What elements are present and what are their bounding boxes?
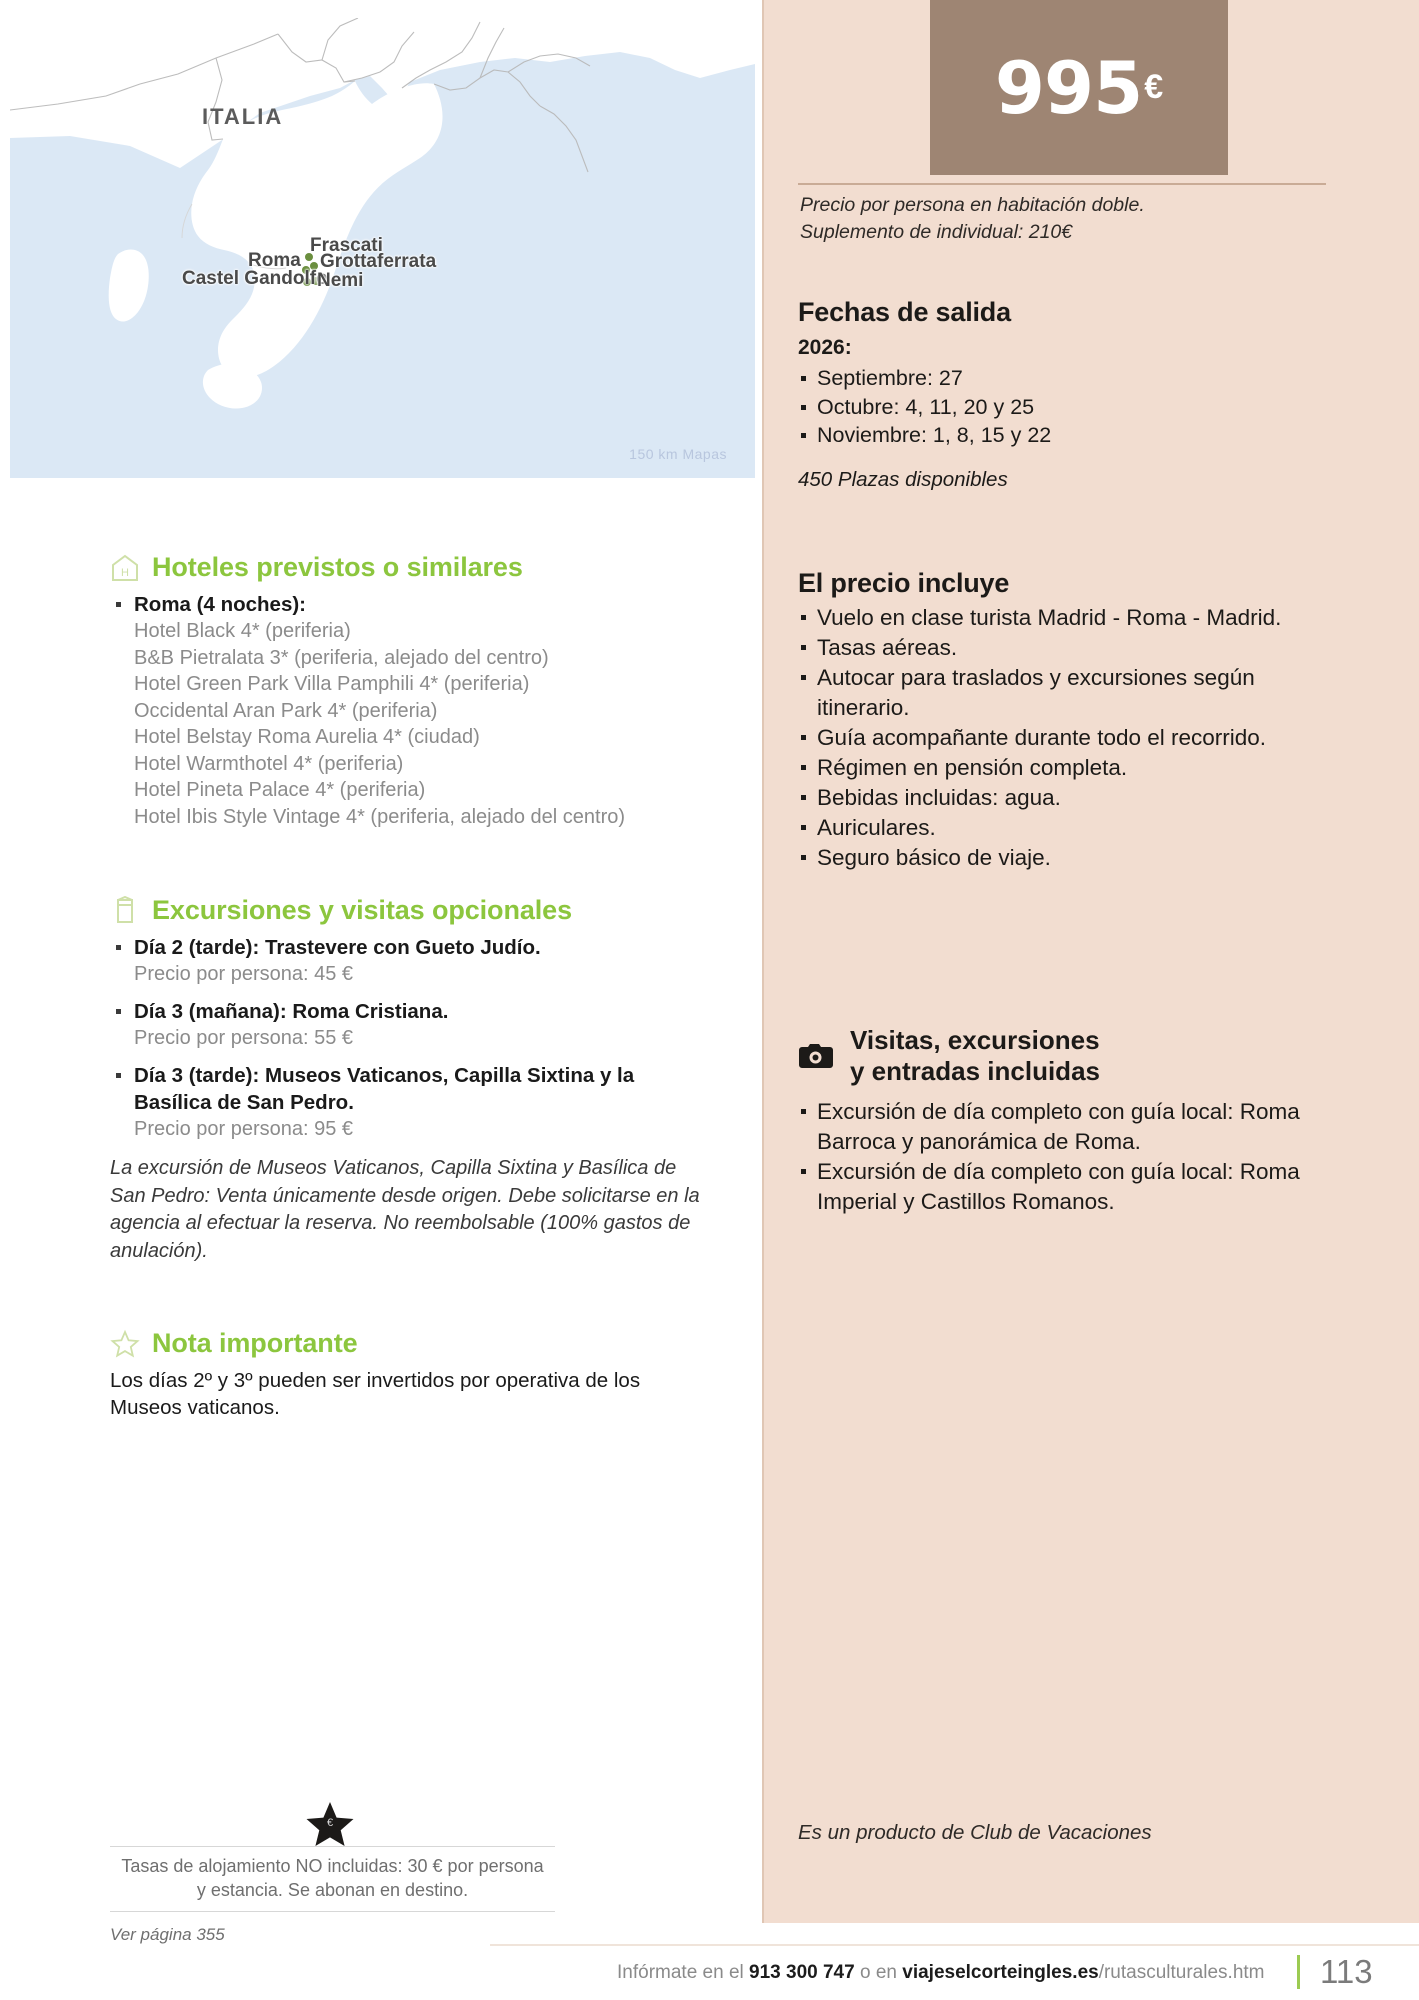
excursion-item (110, 1062, 710, 1142)
product-provider-line: Es un producto de Club de Vacaciones (798, 1821, 1152, 1844)
hotel-item: B&B Pietralata 3* (periferia, alejado del centro) (134, 646, 549, 669)
price-note (800, 192, 1340, 246)
important-note-text: Los días 2º y 3º pueden ser invertidos por operativa de los Museos vaticanos. (110, 1369, 641, 1419)
included-visits-header (798, 1025, 1358, 1087)
excursion-note: La excursión de Museos Vaticanos, Capilla Sixtina y Basílica de San Pedro: Venta únicamente desde origen. Debe solicitarse en la agencia al efectuar la reserva. No reembolsable (100% gastos de anulación). (110, 1157, 700, 1262)
hotel-icon (110, 553, 140, 583)
list-item: Octubre: 4, 11, 20 y 25 (798, 393, 1338, 422)
column-divider (762, 0, 764, 1923)
contact-phone[interactable]: 913 300 747 (749, 1962, 855, 1983)
page-number: 113 (1320, 1953, 1373, 1990)
list-item: Seguro básico de viaje. (798, 843, 1338, 873)
hotels-city-block (110, 591, 710, 830)
hotel-item: Occidental Aran Park 4* (periferia) (134, 699, 438, 722)
map-city-nemi: Nemi (317, 270, 364, 291)
included-visits-title-line1: Visitas, excursiones (850, 1025, 1100, 1055)
excursion-title: Día 3 (tarde): Museos Vaticanos, Capilla Sixtina y la Basílica de San Pedro. (134, 1064, 635, 1114)
contact-line (617, 1962, 1265, 1984)
map-country-label: ITALIA (202, 104, 284, 129)
excursion-price: Precio por persona: 55 € (134, 1027, 354, 1049)
excursion-title: Día 2 (tarde): Trastevere con Gueto Judío. (134, 936, 541, 959)
contact-prefix: Infórmate en el (617, 1962, 750, 1983)
price-note-line1: Precio por persona en habitación doble. (800, 194, 1145, 216)
right-panel (762, 0, 1419, 1923)
excursion-price: Precio por persona: 45 € (134, 963, 354, 985)
list-item: Noviembre: 1, 8, 15 y 22 (798, 421, 1338, 450)
hotel-item: Hotel Pineta Palace 4* (periferia) (134, 779, 426, 801)
contact-path[interactable]: /rutasculturales.htm (1098, 1962, 1265, 1983)
lodging-tax-note (110, 1846, 555, 1912)
optional-excursions-section (110, 895, 710, 1265)
important-note-title: Nota importante (152, 1328, 358, 1358)
excursion-title: Día 3 (mañana): Roma Cristiana. (134, 1000, 449, 1023)
includes-title: El precio incluye (798, 568, 1010, 598)
list-item: Septiembre: 27 (798, 364, 1338, 393)
map-scale-label: 150 km Mapas (629, 446, 727, 462)
star-icon (300, 1800, 360, 1846)
list-item: Guía acompañante durante todo el recorrido. (798, 723, 1338, 753)
includes-section (798, 568, 1338, 873)
contact-site[interactable]: viajeselcorteingles.es (902, 1962, 1099, 1983)
hotel-item: Hotel Ibis Style Vintage 4* (periferia, alejado del centro) (134, 805, 626, 828)
departures-section (798, 297, 1338, 492)
map-city-frascati: Frascati (310, 235, 383, 256)
excursion-item (110, 998, 710, 1051)
hotels-section (110, 552, 710, 830)
departures-year: 2026: (798, 336, 852, 359)
list-item: Régimen en pensión completa. (798, 753, 1338, 783)
departures-list (798, 364, 1338, 450)
hotels-city-label: Roma (4 noches): (134, 593, 306, 616)
hotel-item: Hotel Green Park Villa Pamphili 4* (periferia) (134, 673, 530, 695)
price-badge (930, 0, 1228, 175)
page-number-separator (1297, 1955, 1300, 1989)
important-note-section (110, 1328, 670, 1421)
price-amount: 995 (994, 45, 1143, 130)
hotels-title: Hoteles previstos o similares (152, 552, 523, 582)
included-visits-title (850, 1025, 1100, 1087)
list-item: Tasas aéreas. (798, 633, 1338, 663)
list-item: Bebidas incluidas: agua. (798, 783, 1338, 813)
hotel-item: Hotel Black 4* (periferia) (134, 620, 351, 642)
included-visits-section (798, 1025, 1358, 1217)
optional-excursions-title: Excursiones y visitas opcionales (152, 895, 572, 925)
camera-icon (798, 1041, 836, 1071)
list-item: Vuelo en clase turista Madrid - Roma - Madrid. (798, 603, 1338, 633)
see-page-link[interactable]: Ver página 355 (110, 1925, 225, 1944)
ticket-icon (110, 896, 140, 926)
price-underline (798, 183, 1326, 185)
list-item: Auriculares. (798, 813, 1338, 843)
list-item: Excursión de día completo con guía local: Roma Barroca y panorámica de Roma. (798, 1097, 1358, 1157)
star-outline-icon (110, 1329, 140, 1359)
map-city-grottaferrata: Grottaferrata (320, 251, 437, 272)
included-visits-list (798, 1097, 1358, 1217)
contact-middle: o en (854, 1962, 903, 1983)
hotel-item: Hotel Belstay Roma Aurelia 4* (ciudad) (134, 726, 480, 748)
includes-list (798, 603, 1338, 873)
map-city-roma: Roma (248, 250, 301, 271)
lodging-tax-line1: Tasas de alojamiento NO incluidas: 30 € por persona (121, 1856, 544, 1876)
svg-text:H: H (121, 566, 129, 579)
svg-text:€: € (326, 1817, 334, 1829)
excursion-price: Precio por persona: 95 € (134, 1118, 354, 1140)
important-note-header (110, 1328, 670, 1359)
optional-excursions-header (110, 895, 710, 926)
bottom-rule (490, 1944, 1419, 1946)
excursion-item (110, 934, 710, 987)
hotels-header (110, 552, 710, 583)
included-visits-title-line2: y entradas incluidas (850, 1056, 1100, 1086)
list-item: Autocar para traslados y excursiones según itinerario. (798, 663, 1338, 723)
price-note-line2: Suplemento de individual: 210€ (800, 221, 1073, 243)
price-currency: € (1144, 68, 1164, 106)
hotel-item: Hotel Warmthotel 4* (periferia) (134, 752, 404, 775)
map-city-castel-gandolfo: Castel Gandolfo (182, 268, 328, 289)
lodging-tax-line2: y estancia. Se abonan en destino. (196, 1880, 469, 1900)
list-item: Excursión de día completo con guía local: Roma Imperial y Castillos Romanos. (798, 1157, 1358, 1217)
availability-label: 450 Plazas disponibles (798, 467, 1008, 491)
departures-title: Fechas de salida (798, 297, 1011, 327)
